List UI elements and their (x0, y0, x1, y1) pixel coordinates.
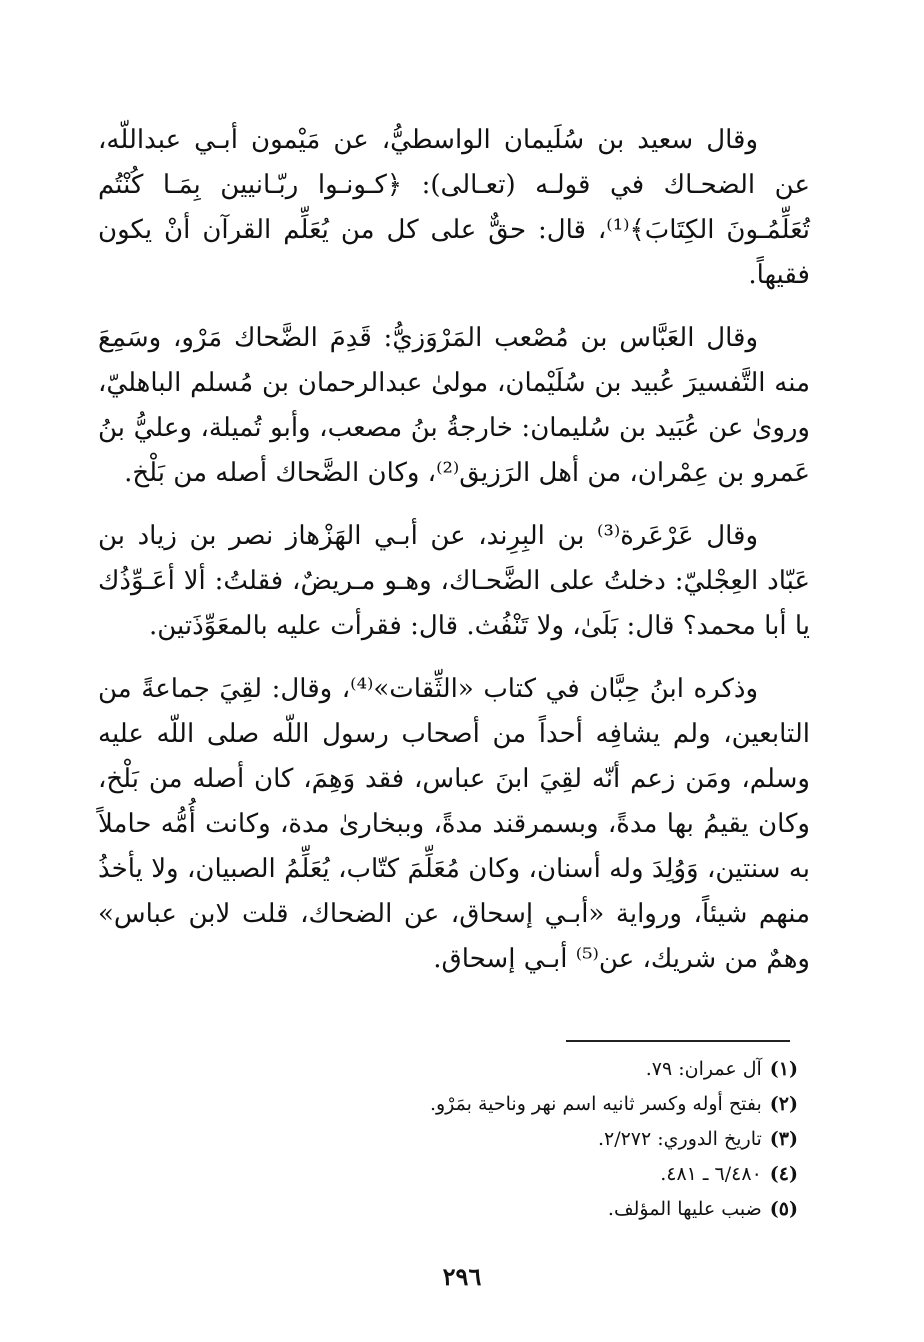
footnote-text: آل عمران: ٧٩. (645, 1058, 762, 1080)
footnote-5 (300, 1192, 798, 1227)
main-text (98, 118, 810, 1000)
footnote-number: (٥) (769, 1198, 798, 1220)
footnote-3 (300, 1122, 798, 1157)
footnote-4 (300, 1157, 798, 1192)
footnote-text: ٦/٤٨٠ ـ ٤٨١. (660, 1163, 762, 1185)
footnote-separator (566, 1040, 790, 1042)
page-number: ٢٩٦ (442, 1262, 482, 1291)
footnote-number: (٢) (769, 1093, 798, 1115)
paragraph-2: وقال العَبَّاس بن مُصْعب المَرْوَزيُّ: قَدِمَ الضَّحاك مَرْو، وسَمِعَ منه التَّفسيرَ عُبيد بن سُلَيْمان، مولىٰ عبدالرحمان بن مُسلم الباهليّ، وروىٰ عن عُبَيد بن سُليمان: خارجةُ بنُ مصعب، وأبو تُميلة، وعليُّ بنُ عَمرو بن عِمْران، من أهل الرَزيق⁽²⁾، وكان الضَّحاك أصله من بَلْخ. (98, 323, 810, 488)
footnote-text: تاريخ الدوري: ٢/٢٧٢. (597, 1128, 762, 1150)
footnotes (300, 1052, 798, 1227)
paragraph-1: وقال سعيد بن سُلَيمان الواسطيُّ، عن مَيْمون أبـي عبداللّه، عن الضحـاك في قولـه (تعـالى): ﴿كـونـوا ربّـانيين بِمَـا كُنْتُم تُعَلِّمُـونَ الكِتَابَ﴾⁽¹⁾، قال: حقٌّ على كل من يُعَلِّم القرآن أنْ يكون فقيهاً. (98, 125, 810, 290)
footnote-text: ضبب عليها المؤلف. (607, 1198, 762, 1220)
paragraph-4: وذكره ابنُ حِبَّان في كتاب «الثِّقات»⁽⁴⁾، وقال: لقِيَ جماعةً من التابعين، ولم يشافِه أحداً من أصحاب رسول اللّه صلى اللّه عليه وسلم، ومَن زعم أنّه لقِيَ ابنَ عباس، فقد وَهِمَ، كان أصله من بَلْخ، وكان يقيمُ بها مدةً، وبسمرقند مدةً، وببخارىٰ مدة، وكانت أُمُّه حاملاً به سنتين، وَوُلِدَ وله أسنان، وكان مُعَلِّمَ كتّاب، يُعَلِّمُ الصبيان، ولا يأخذُ منهم شيئاً، ورواية «أبـي إسحاق، عن الضحاك، قلت لابن عباس» وهمٌ من شريك، عن⁽⁵⁾ أبـي إسحاق. (98, 674, 810, 974)
footnote-text: بفتح أوله وكسر ثانيه اسم نهر وناحية بمَرْو. (429, 1093, 762, 1115)
footnote-number: (٣) (769, 1128, 798, 1150)
footnote-2 (300, 1087, 798, 1122)
footnote-1 (300, 1052, 798, 1087)
footnote-number: (٤) (769, 1163, 798, 1185)
footnote-number: (١) (769, 1058, 798, 1080)
paragraph-3: وقال عَرْعَرة⁽³⁾ بن البِرِند، عن أبـي الهَزْهاز نصر بن زياد بن عَبّاد العِجْليّ: دخلتُ على الضَّحـاك، وهـو مـريضٌ، فقلتُ: ألا أعَـوِّذُك يا أبا محمد؟ قال: بَلَىٰ، ولا تَنْفُث. قال: فقرأت عليه بالمعَوِّذَتين. (98, 521, 810, 641)
